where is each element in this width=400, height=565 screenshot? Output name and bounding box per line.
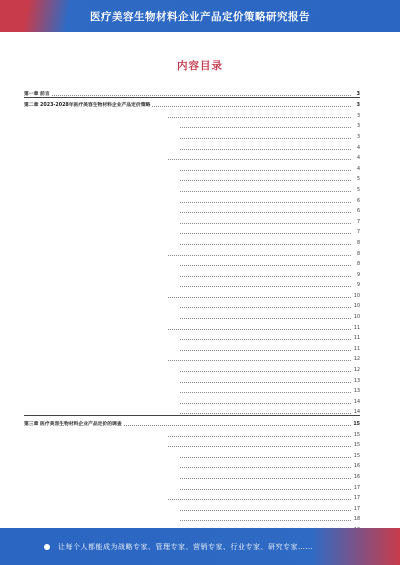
toc-page-number: 11	[353, 336, 360, 342]
toc-dot-leader	[180, 318, 351, 319]
toc-entry[interactable]	[24, 427, 360, 438]
toc-dot-leader	[180, 286, 351, 287]
footer-banner	[0, 528, 400, 565]
toc-dot-leader	[180, 191, 351, 192]
toc-entry[interactable]	[24, 405, 360, 416]
toc-dot-leader	[180, 212, 351, 213]
toc-entry[interactable]	[24, 225, 360, 236]
toc-entry[interactable]	[24, 204, 360, 215]
toc-entry[interactable]	[24, 267, 360, 278]
toc-dot-leader	[180, 127, 351, 128]
toc-page-number: 4	[356, 166, 360, 172]
toc-entry[interactable]	[24, 501, 360, 512]
toc-entry-label: 第二章 2023-2028年医疗美容生物材料企业产品定价策略	[24, 103, 151, 109]
toc-page-number: 9	[356, 283, 360, 289]
toc-dot-leader	[180, 138, 351, 139]
toc-entry-label: 第三章 医疗美容生物材料企业产品定价的调查	[24, 422, 122, 427]
toc-dot-leader	[180, 510, 351, 511]
toc-entry[interactable]	[24, 288, 360, 299]
toc-page-number: 3	[356, 134, 360, 140]
toc-entry[interactable]	[24, 140, 360, 151]
toc-dot-leader	[180, 244, 351, 245]
toc-page-number: 3	[356, 124, 360, 130]
toc-entry[interactable]	[24, 108, 360, 119]
toc-entry[interactable]	[24, 491, 360, 502]
toc-entry[interactable]	[24, 309, 360, 320]
report-title: 医疗美容生物材料企业产品定价策略研究报告	[90, 10, 310, 23]
toc-page-number: 15	[353, 453, 360, 459]
toc-dot-leader	[180, 233, 351, 234]
toc-page-number: 15	[353, 422, 360, 427]
toc-dot-leader	[124, 425, 351, 426]
toc-page-number: 5	[356, 187, 360, 193]
toc-page-number: 7	[356, 230, 360, 236]
toc-entry[interactable]	[24, 362, 360, 373]
toc-dot-leader	[180, 223, 351, 224]
toc-entry[interactable]	[24, 235, 360, 246]
toc-heading: 内容目录	[177, 60, 223, 72]
toc-dot-leader	[168, 499, 351, 500]
toc-page-number: 12	[353, 368, 360, 374]
toc-page-number: 17	[353, 485, 360, 491]
toc-entry[interactable]	[24, 98, 360, 109]
toc-dot-leader	[168, 255, 351, 256]
toc-page-number: 9	[356, 272, 360, 278]
toc-dot-leader	[180, 170, 351, 171]
toc-dot-leader	[168, 446, 351, 447]
footer-bullet-icon	[44, 544, 50, 550]
toc-dot-leader	[180, 403, 351, 404]
toc-page-number: 4	[356, 156, 360, 162]
toc-dot-leader	[168, 117, 351, 118]
toc-entry[interactable]	[24, 438, 360, 449]
toc-page-number: 14	[353, 399, 360, 405]
toc-page-number: 11	[353, 346, 360, 352]
toc-entry[interactable]	[24, 341, 360, 352]
toc-dot-leader	[180, 392, 351, 393]
toc-page-number: 4	[356, 145, 360, 151]
toc-dot-leader	[168, 297, 351, 298]
toc-entry[interactable]	[24, 469, 360, 480]
toc-dot-leader	[168, 329, 351, 330]
toc-dot-leader	[168, 159, 351, 160]
toc-entry[interactable]	[24, 480, 360, 491]
toc-dot-leader	[180, 520, 351, 521]
toc-entry[interactable]	[24, 320, 360, 331]
toc-page-number: 8	[356, 251, 360, 257]
toc-dot-leader	[180, 180, 351, 181]
toc-page-number: 8	[356, 262, 360, 268]
toc-page-number: 5	[356, 177, 360, 183]
toc-dot-leader	[180, 265, 351, 266]
toc-entry[interactable]	[24, 214, 360, 225]
toc-page-number: 16	[353, 474, 360, 480]
toc-page-number: 3	[356, 91, 360, 97]
toc-entry[interactable]	[24, 448, 360, 459]
toc-entry[interactable]	[24, 172, 360, 183]
toc-entry[interactable]	[24, 416, 360, 427]
toc-page-number: 10	[353, 315, 360, 321]
toc-page-number: 16	[353, 464, 360, 470]
toc-dot-leader	[180, 413, 351, 414]
toc-entry[interactable]	[24, 384, 360, 395]
toc-dot-leader	[180, 202, 351, 203]
toc-dot-leader	[180, 457, 351, 458]
toc-dot-leader	[168, 436, 351, 437]
toc-dot-leader	[180, 467, 351, 468]
toc-dot-leader	[180, 276, 351, 277]
table-of-contents	[24, 86, 360, 554]
toc-entry[interactable]	[24, 299, 360, 310]
toc-entry[interactable]	[24, 394, 360, 405]
toc-dot-leader	[180, 489, 351, 490]
toc-entry[interactable]	[24, 373, 360, 384]
toc-dot-leader	[168, 360, 351, 361]
toc-entry[interactable]	[24, 278, 360, 289]
toc-page-number: 6	[356, 209, 360, 215]
toc-page-number: 8	[356, 240, 360, 246]
toc-dot-leader	[180, 339, 351, 340]
footer-slogan: 让每个人都能成为战略专家、管理专家、营销专家、行业专家、研究专家……	[58, 542, 313, 551]
toc-dot-leader	[180, 478, 351, 479]
toc-page-number: 15	[353, 443, 360, 449]
toc-page-number: 17	[353, 506, 360, 512]
toc-page-number: 7	[356, 219, 360, 225]
toc-page-number: 15	[353, 432, 360, 438]
toc-dot-leader	[180, 307, 351, 308]
toc-entry[interactable]	[24, 193, 360, 204]
toc-page-number: 12	[353, 357, 360, 363]
toc-entry[interactable]	[24, 459, 360, 470]
toc-dot-leader	[52, 95, 351, 96]
toc-entry[interactable]	[24, 119, 360, 130]
toc-dot-leader	[180, 382, 351, 383]
toc-page-number: 3	[356, 103, 360, 109]
toc-dot-leader	[180, 350, 351, 351]
toc-page-number: 13	[353, 389, 360, 395]
toc-page-number: 10	[353, 293, 360, 299]
toc-page-number: 11	[353, 325, 360, 331]
toc-page-number: 18	[353, 517, 360, 523]
toc-dot-leader	[180, 371, 351, 372]
toc-entry[interactable]	[24, 129, 360, 140]
toc-entry[interactable]	[24, 246, 360, 257]
toc-page-number: 13	[353, 378, 360, 384]
toc-entry[interactable]	[24, 182, 360, 193]
toc-entry[interactable]	[24, 86, 360, 97]
toc-page-number: 3	[356, 113, 360, 119]
toc-entry[interactable]	[24, 151, 360, 162]
toc-page-number: 17	[353, 496, 360, 502]
toc-page-number: 14	[353, 410, 360, 416]
report-header-banner	[0, 0, 400, 32]
toc-dot-leader	[180, 149, 351, 150]
toc-dot-leader	[152, 106, 351, 107]
toc-entry-label: 第一章 前言	[24, 91, 50, 97]
toc-page-number: 10	[353, 304, 360, 310]
toc-page-number: 6	[356, 198, 360, 204]
toc-entry[interactable]	[24, 331, 360, 342]
toc-entry[interactable]	[24, 352, 360, 363]
toc-entry[interactable]	[24, 161, 360, 172]
toc-entry[interactable]	[24, 257, 360, 268]
toc-entry[interactable]	[24, 512, 360, 523]
